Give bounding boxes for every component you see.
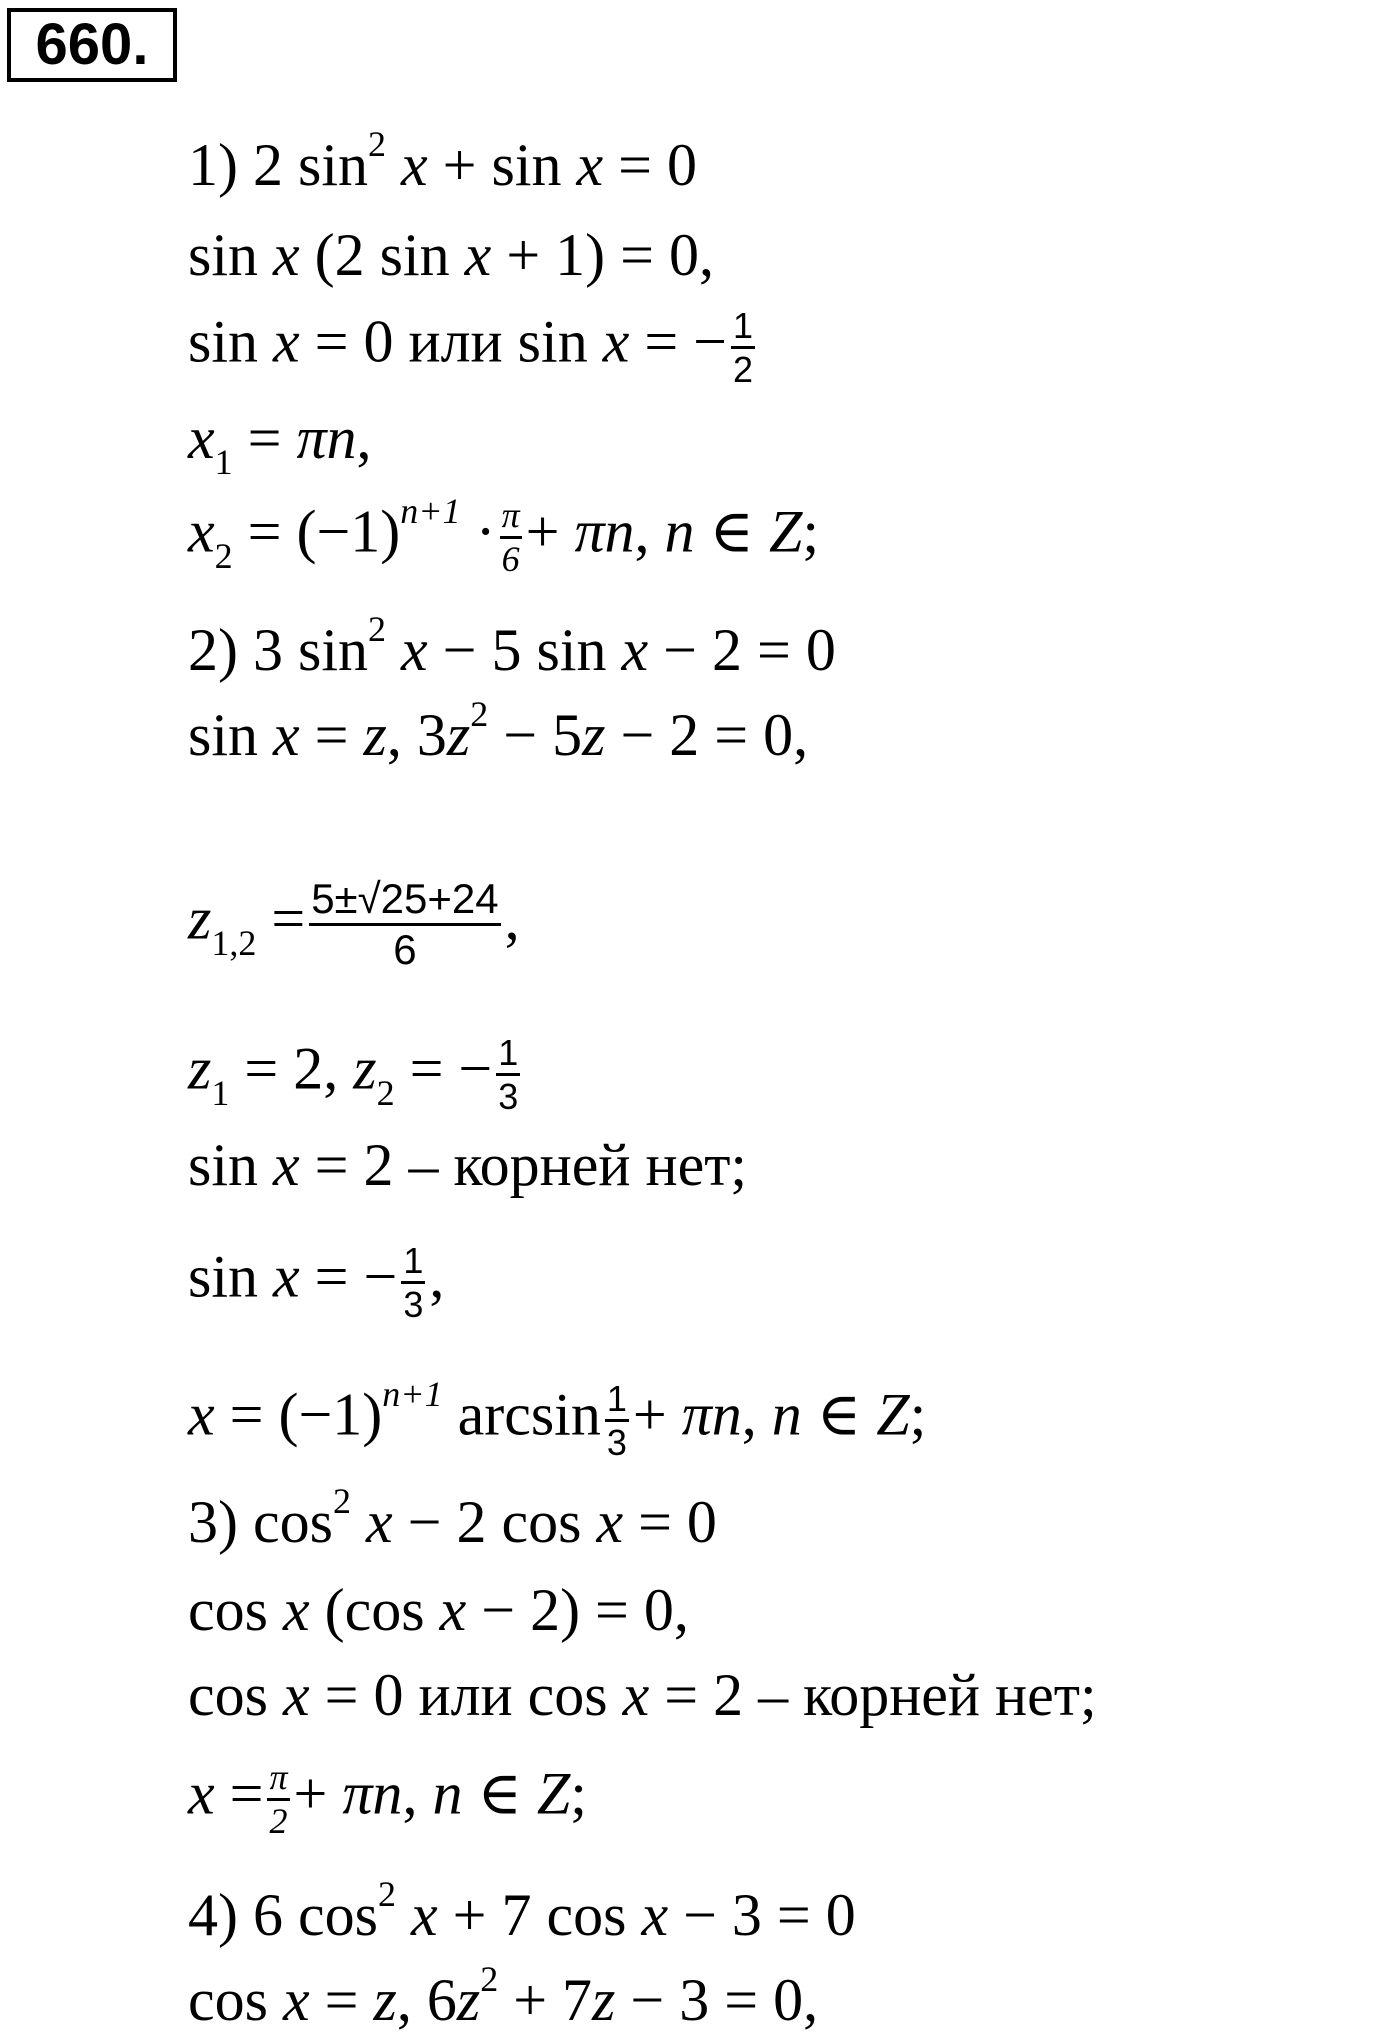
line-6: 2) 3 $\sin^2 x - 5$ sin x − 2 = 0 [188,609,836,683]
line-13: 3) $\cos^2 x - 2$ cos x = 0 [188,1481,717,1555]
fraction-one-half: $\frac{1}{2}$ [733,305,754,391]
line-8: $z_{1,2}$ = $\frac{5\pm√25+24}{6}$ , [188,875,520,974]
line-17: 4) 6 $\cos^2 x + 7$ cos x − 3 = 0 [188,1874,856,1948]
fraction-pi-over-6: $\frac{\pi}{6}$ [501,495,520,580]
fraction-one-third-2: $\frac{1}{3}$ [403,1240,424,1326]
line-14: cos x (cos x − 2) = 0, [188,1577,689,1643]
line-5: $x_2 = (-1)^{n+1}$ · $\frac{\pi}{6}$ + πn, n ∈ Z; [188,490,819,580]
line-15: cos x = 0 или cos x = 2 – корней нет; [188,1662,1097,1728]
problem-number: 660. [7,8,177,82]
line-10: sin x = 2 – корней нет; [188,1132,748,1198]
line-9: $z_1 = 2$, $z_2$ = − $\frac{1}{3}$ [188,1032,519,1118]
line-4: $x_1 = \pi n$, [188,405,372,483]
fraction-discriminant: $\frac{5\pm√25+24}{6}$ [311,875,499,974]
fraction-one-third: $\frac{1}{3}$ [498,1032,519,1118]
line-7: sin x = z, $3z^2 - 5z - 2 = 0$, [188,694,809,768]
fraction-one-third-3: $\frac{1}{3}$ [606,1378,627,1464]
line-12: $x = (-1)^{n+1}$ arcsin $\frac{1}{3}$ + πn, n ∈ Z; [188,1373,927,1464]
line-3: sin x = 0 или sin x = − $\frac{1}{2}$ [188,305,754,391]
fraction-pi-over-2: $\frac{\pi}{2}$ [269,1757,288,1842]
line-16: x = $\frac{\pi}{2}$ + πn, n ∈ Z; [188,1757,587,1842]
line-18: cos x = z, $6z^2 + 7z - 3 = 0$, [188,1959,819,2033]
line-2: sin x (2 sin x + 1) = 0, [188,222,714,288]
line-11: sin x = − $\frac{1}{3}$ , [188,1240,445,1326]
line-1: 1) 2 $\sin^2 x + \sin x = 0$ [188,124,697,198]
